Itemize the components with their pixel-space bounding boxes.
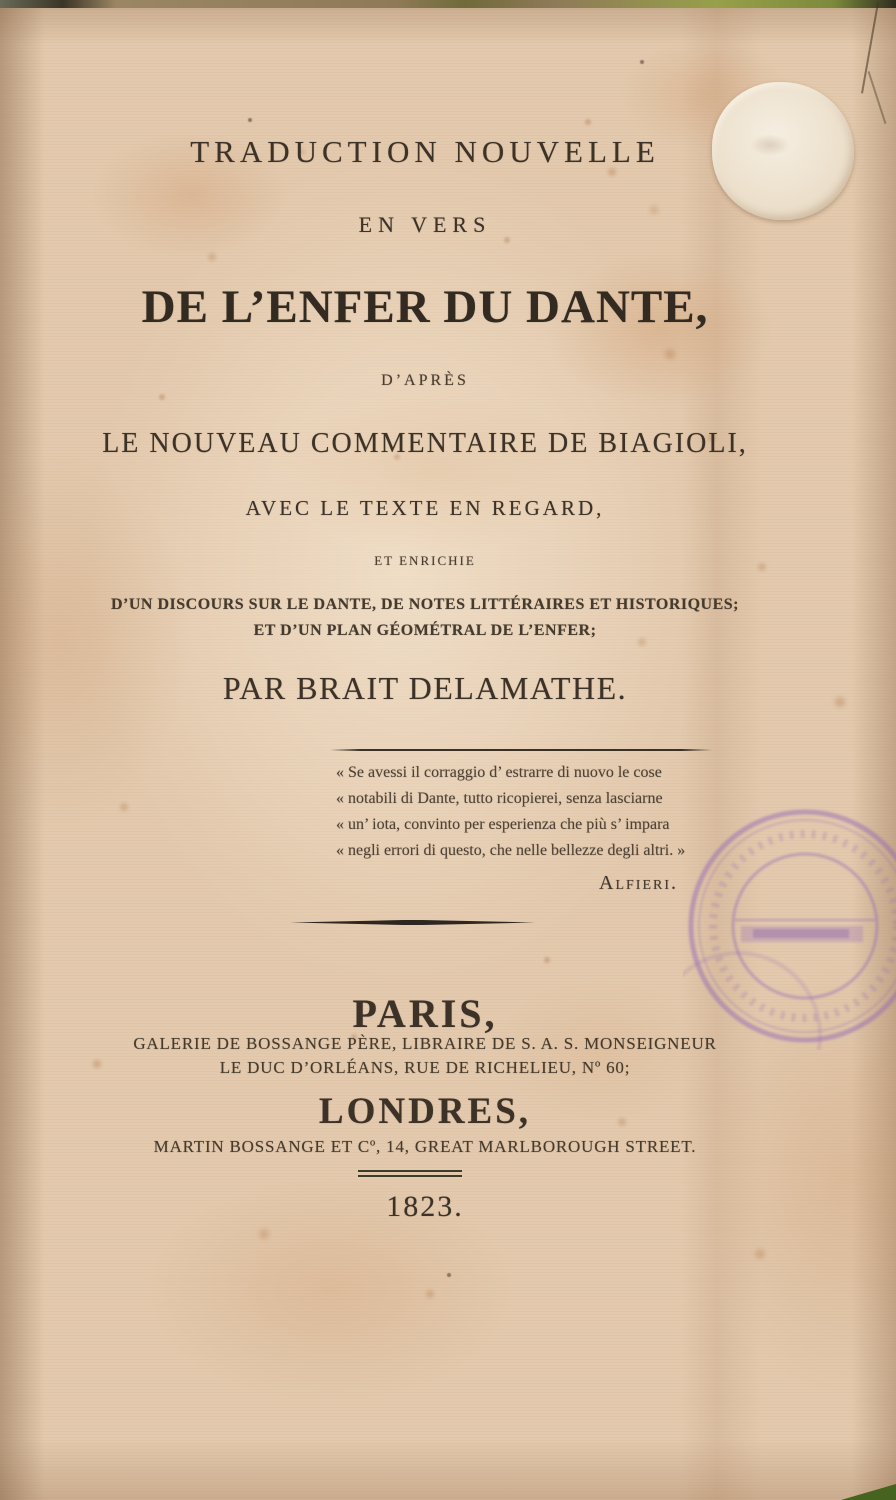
epigraph	[336, 760, 726, 896]
series-title: TRADUCTION NOUVELLE	[190, 134, 660, 169]
medium-line: EN VERS	[358, 212, 492, 237]
facing-text-line: AVEC LE TEXTE EN REGARD,	[245, 496, 605, 520]
page-corner-backing	[841, 1484, 896, 1500]
imprint-paris-address-2: LE DUC D’ORLÉANS, RUE DE RICHELIEU, Nº 60;	[219, 1058, 631, 1077]
imprint-paris-address-1: GALERIE DE BOSSANGE PÈRE, LIBRAIRE DE S. A. S. MONSEIGNEUR	[133, 1034, 717, 1053]
foxing-spots	[0, 0, 4, 4]
dapres-line: D’APRÈS	[381, 372, 469, 389]
epigraph-line: « negli errori di questo, che nelle bellezze degli altri. »	[336, 842, 686, 859]
commentary-line: LE NOUVEAU COMMENTAIRE DE BIAGIOLI,	[102, 428, 748, 459]
paper-crack	[868, 71, 887, 124]
main-title: DE L’ENFER DU DANTE,	[141, 281, 709, 333]
imprint-paris-city: PARIS,	[352, 991, 498, 1036]
imprint-london-city: LONDRES,	[318, 1091, 532, 1132]
epigraph-line: « Se avessi il corraggio d’ estrarre di nuovo le cose	[336, 764, 662, 781]
epigraph-line: « notabili di Dante, tutto ricopierei, senza lasciarne	[336, 790, 663, 807]
epigraph-attribution: Alfieri.	[599, 872, 678, 894]
contents-line-1: D’UN DISCOURS SUR LE DANTE, DE NOTES LITTÉRAIRES ET HISTORIQUES;	[110, 596, 739, 613]
author-line: PAR BRAIT DELAMATHE.	[222, 670, 628, 706]
contents-line-2: ET D’UN PLAN GÉOMÉTRAL DE L’ENFER;	[253, 622, 597, 639]
epigraph-line: « un’ iota, convinto per esperienza che più s’ impara	[336, 816, 670, 833]
imprint-year: 1823.	[386, 1190, 464, 1223]
page-top-edge	[0, 0, 896, 8]
enriched-line: ET ENRICHIE	[374, 553, 476, 568]
epigraph-rule	[330, 749, 712, 751]
imprint-london-address: MARTIN BOSSANGE ET Cº, 14, GREAT MARLBOROUGH STREET.	[153, 1137, 697, 1156]
swelled-rule	[290, 920, 535, 925]
double-rule	[358, 1170, 462, 1180]
